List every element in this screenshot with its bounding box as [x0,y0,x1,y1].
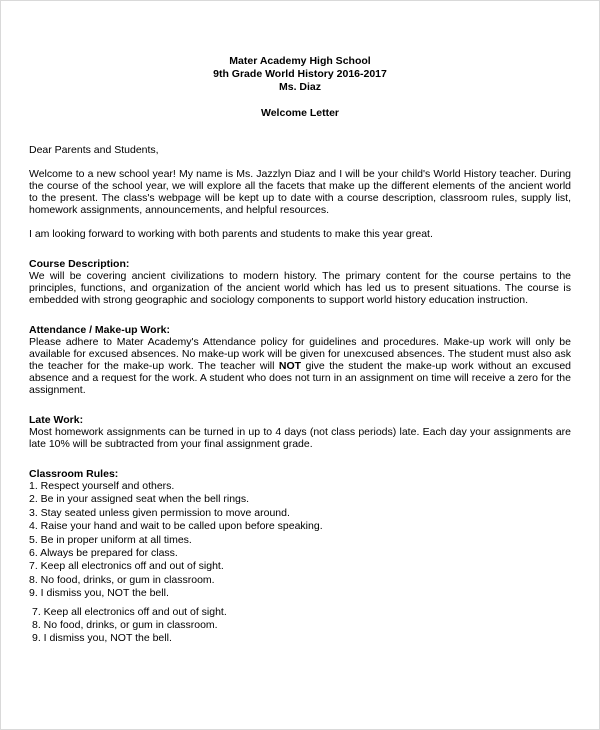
attendance-bold-word: NOT [278,360,302,372]
rule-item-9: 9. I dismiss you, NOT the bell. [29,587,169,600]
rule-item-5: 5. Be in proper uniform at all times. [29,533,192,546]
late-work-body: Most homework assignments can be turned in up to 4 days (not class periods) late. Each day your assignments are late 10% will be subtracted from your final assignment grade. [29,426,571,450]
looking-forward-line: I am looking forward to working with both parents and students to make this year great. [29,228,433,240]
rule-item-4: 4. Raise your hand and wait to be called upon before speaking. [29,520,323,533]
rule-item-1: 1. Respect yourself and others. [29,480,175,492]
rule-repeat-item-8: 8. No food, drinks, or gum in classroom. [32,619,218,632]
classroom-rules-heading: Classroom Rules: [29,468,119,480]
rule-item-8: 8. No food, drinks, or gum in classroom. [29,573,215,586]
rule-item-2: 2. Be in your assigned seat when the bell rings. [29,493,250,506]
course-description-heading: Course Description: [29,258,130,270]
rule-item-6: 6. Always be prepared for class. [29,547,178,560]
attendance-body [29,336,571,396]
attendance-heading: Attendance / Make-up Work: [29,324,170,336]
rule-repeat-item-7: 7. Keep all electronics off and out of sight. [32,605,227,618]
document-title: Welcome Letter [261,107,339,119]
classroom-rules-section [29,468,571,646]
classroom-rules-list [29,480,571,601]
rule-repeat-item-9: 9. I dismiss you, NOT the bell. [32,632,172,645]
document-header [29,55,571,94]
greeting-line: Dear Parents and Students, [29,144,159,156]
intro-paragraph: Welcome to a new school year! My name is Ms. Jazzlyn Diaz and I will be your child's World History teacher. During the course of the school year, we will explore all the facets that make up the different elements of the ancient world to the present. The class's webpage will be kept up to date with a course description, classroom rules, supply list, homework assignments, announcements, and helpful resources. [29,168,571,216]
attendance-body-before: Please adhere to Mater Academy's Attendance policy for guidelines and procedures. Make-up work will only be available for excused absences. No make-up work will be given for unexcused absences. The student must also ask the teacher for the make-up work. The teacher will [29,336,571,372]
school-name: Mater Academy High School [229,55,371,67]
rule-item-7: 7. Keep all electronics off and out of sight. [29,560,224,573]
course-description-section [29,258,571,306]
attendance-section [29,324,571,396]
course-title-line: 9th Grade World History 2016-2017 [213,68,387,80]
teacher-name: Ms. Diaz [278,81,321,93]
late-work-section [29,414,571,450]
late-work-heading: Late Work: [29,414,84,426]
rule-item-3: 3. Stay seated unless given permission to move around. [29,506,290,519]
attendance-body-after: give the student the make-up work without an excused absence and a request for the work. A student who does not turn in an assignment on time will receive a zero for the assignment. [29,360,572,396]
course-description-body: We will be covering ancient civilizations to modern history. The primary content for the course pertains to the principles, functions, and organization of the ancient world which has led us to present situations. The course is embedded with strong geographic and sociology components to support world history education instruction. [29,270,571,306]
classroom-rules-repeat-list [29,606,571,646]
